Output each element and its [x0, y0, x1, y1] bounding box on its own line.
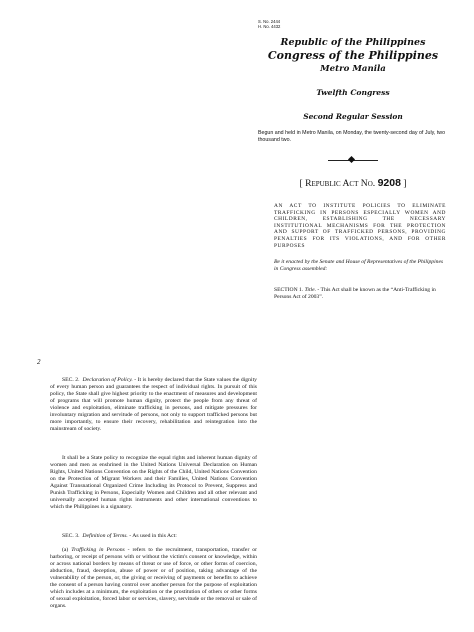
city-heading: Metro Manila	[320, 64, 386, 74]
item-a-title: Trafficking in Persons	[71, 547, 125, 553]
session-heading: Second Regular Session	[303, 112, 403, 121]
congress-number: Twelfth Congress	[316, 88, 390, 97]
begun-paragraph: Begun and held in Metro Manila, on Monday, the twenty-second day of July, two thousand two.	[258, 130, 446, 144]
page-number: 2	[37, 358, 41, 366]
section-3-heading	[50, 533, 257, 540]
section-2-text: - It is hereby declared that the State values the dignity of every human person and guarantees the respect of individual rights. In pursuit of this policy, the State shall give highest priority to the enactment of measures and development of programs that will promote human dignity, protect the people from any threat of violence and exploitation, eliminate trafficking in persons, and mitigate pressures for involuntary migration and servitude of persons, not only to support trafficked persons but more importantly, to ensure their recovery, rehabilitation and reintegration into the mainstream of society.	[50, 377, 257, 433]
enacting-clause: Be it enacted by the Senate and House of Representatives of the Philippines in Congress assembled:	[274, 259, 444, 272]
section-3-title: Definition of Terms.	[82, 533, 128, 539]
item-a-paragraph	[50, 547, 257, 610]
section-2-para-1	[50, 377, 257, 433]
ra-bracket-close: ]	[400, 178, 407, 189]
section-3-text: - As used in this Act:	[127, 533, 177, 539]
section-1-text: - This Act shall be known as the “Anti-Trafficking in Persons Act of 2003”.	[274, 287, 436, 300]
section-2-para-2	[50, 455, 257, 511]
republic-heading: Republic of the Philippines	[280, 37, 426, 48]
act-title: AN ACT TO INSTITUTE POLICIES TO ELIMINATE TRAFFICKING IN PERSONS ESPECIALLY WOMEN AND CHILDREN, ESTABLISHING THE NECESSARY INSTITUTIONAL MECHANISMS FOR THE PROTECTION AND SUPPORT OF TRAFFICKED PERSONS, PROVIDING PENALTIES FOR ITS VIOLATIONS, AND FOR OTHER PURPOSES	[274, 203, 446, 249]
item-a-text: - refers to the recruitment, transportation, transfer or harboring, or receipt of persons with or without the victim's consent or knowledge, within or across national borders by means of threat or use of force, or other forms of coercion, abduction, fraud, deception, abuse of power or of position, taking advantage of the vulnerability of the person, or, the giving or receiving of payments or benefits to achieve the consent of a person having control over another person for the purpose of exploitation which includes at a minimum, the exploitation or the prostitution of others or other forms of sexual exploitation, forced labor or services, slavery, servitude or the removal or sale of organs.	[50, 547, 258, 610]
item-a-label: (a)	[62, 547, 69, 553]
ra-label: Republic Act No.	[305, 178, 376, 189]
congress-heading: Congress of the Philippines	[267, 49, 439, 62]
section-3-item-a	[50, 547, 257, 610]
section-3-label: SEC. 3.	[62, 533, 80, 539]
republic-act-number	[258, 177, 448, 189]
separator-diamond-icon	[348, 156, 355, 163]
section-1-title: Title.	[304, 287, 316, 293]
section-2	[50, 377, 257, 433]
section-2-para-2-text: It shall be a State policy to recognize the equal rights and inherent human dignity of women and men as enshrined in the United Nations Universal Declaration on Human Rights, United Nations Convention on the Rights of the Child, United Nations Convention on the Protection of Migrant Workers and their Families, United Nations Convention Against Transnational Organized Crime Including its Protocol to Prevent, Suppress and Punish Trafficking in Persons, Especially Women and Children and all other relevant and universally accepted human rights instruments and other international conventions to which the Philippines is a signatory.	[50, 455, 257, 511]
senate-bill-number: S. No. 2444	[258, 19, 281, 24]
house-bill-number: H. No. 4432	[258, 24, 281, 29]
section-2-label: SEC. 2.	[62, 377, 80, 383]
section-2-title: Declaration of Policy.	[82, 377, 133, 383]
ra-number: 9208	[377, 177, 401, 189]
section-3	[50, 533, 257, 540]
section-1	[274, 287, 446, 301]
ra-bracket-open: [	[299, 178, 306, 189]
section-1-label: SECTION 1.	[274, 287, 304, 293]
